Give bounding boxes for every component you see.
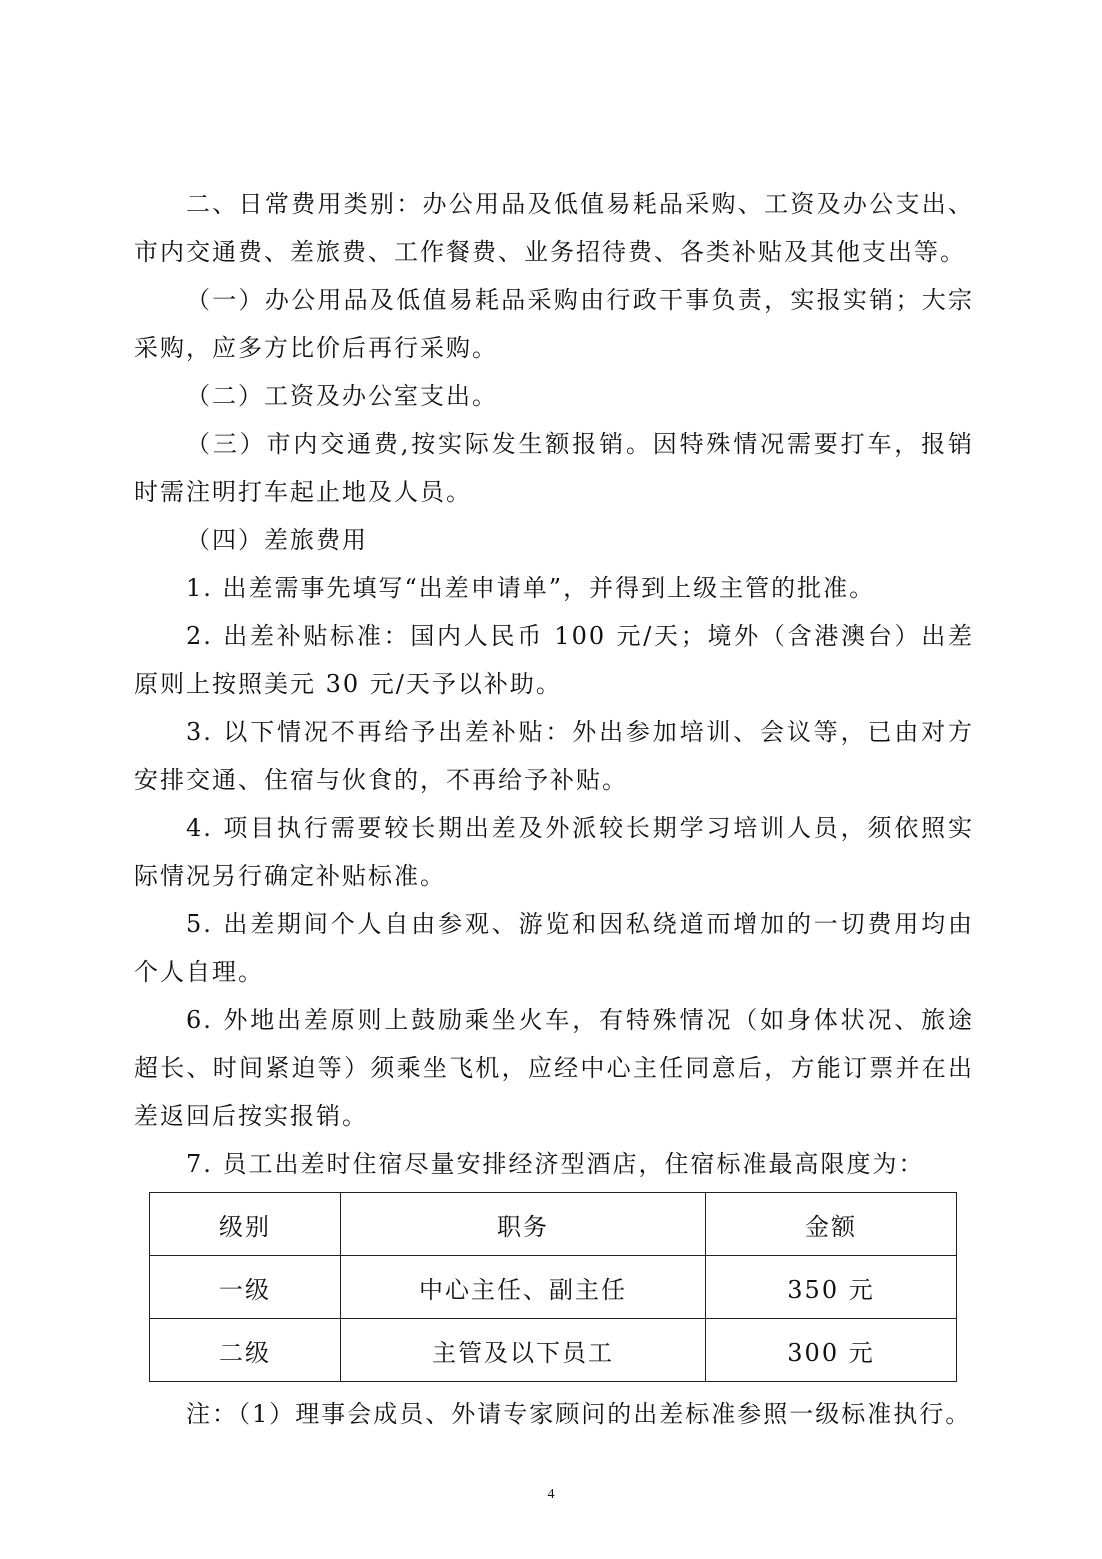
paragraph-travel-rule-3: 3. 以下情况不再给予出差补贴：外出参加培训、会议等，已由对方安排交通、住宿与伙食的，不再给予补贴。 xyxy=(134,718,974,794)
paragraph-travel-rule-2: 2. 出差补贴标准：国内人民币 100 元/天；境外（含港澳台）出差原则上按照美元 30 元/天予以补助。 xyxy=(134,622,974,698)
table-note: 注：（1）理事会成员、外请专家顾问的出差标准参照一级标准执行。 xyxy=(186,1400,972,1428)
paragraph-travel-heading: （四）差旅费用 xyxy=(186,526,368,554)
table-cell-amount: 350 元 xyxy=(706,1256,957,1319)
document-body xyxy=(134,180,974,1438)
accommodation-standard-table xyxy=(149,1192,957,1382)
table-row xyxy=(150,1256,957,1319)
paragraph-salary: （二）工资及办公室支出。 xyxy=(186,382,498,410)
table-header-position: 职务 xyxy=(341,1193,706,1256)
table-cell-position: 中心主任、副主任 xyxy=(341,1256,706,1319)
page-number: 4 xyxy=(547,1487,555,1502)
table-cell-level: 二级 xyxy=(150,1319,341,1382)
paragraph-travel-rule-5: 5. 出差期间个人自由参观、游览和因私绕道而增加的一切费用均由个人自理。 xyxy=(134,910,974,986)
paragraph-expense-categories: 二、日常费用类别：办公用品及低值易耗品采购、工资及办公支出、市内交通费、差旅费、工作餐费、业务招待费、各类补贴及其他支出等。 xyxy=(134,190,974,266)
table-header-level: 级别 xyxy=(150,1193,341,1256)
paragraph-city-transport: （三）市内交通费,按实际发生额报销。因特殊情况需要打车，报销时需注明打车起止地及人员。 xyxy=(134,430,974,506)
table-cell-position: 主管及以下员工 xyxy=(341,1319,706,1382)
accommodation-table-wrapper xyxy=(149,1192,953,1382)
table-row xyxy=(150,1319,957,1382)
paragraph-travel-rule-6: 6. 外地出差原则上鼓励乘坐火车，有特殊情况（如身体状况、旅途超长、时间紧迫等）须乘坐飞机，应经中心主任同意后，方能订票并在出差返回后按实报销。 xyxy=(134,1006,974,1130)
table-header-row xyxy=(150,1193,957,1256)
table-header-amount: 金额 xyxy=(706,1193,957,1256)
paragraph-travel-rule-7: 7. 员工出差时住宿尽量安排经济型酒店，住宿标准最高限度为： xyxy=(186,1150,925,1178)
paragraph-travel-rule-4: 4. 项目执行需要较长期出差及外派较长期学习培训人员，须依照实际情况另行确定补贴标准。 xyxy=(134,814,974,890)
paragraph-travel-rule-1: 1. 出差需事先填写“出差申请单”，并得到上级主管的批准。 xyxy=(186,574,876,602)
table-cell-level: 一级 xyxy=(150,1256,341,1319)
paragraph-office-supplies: （一）办公用品及低值易耗品采购由行政干事负责，实报实销；大宗采购，应多方比价后再行采购。 xyxy=(134,286,974,362)
table-cell-amount: 300 元 xyxy=(706,1319,957,1382)
